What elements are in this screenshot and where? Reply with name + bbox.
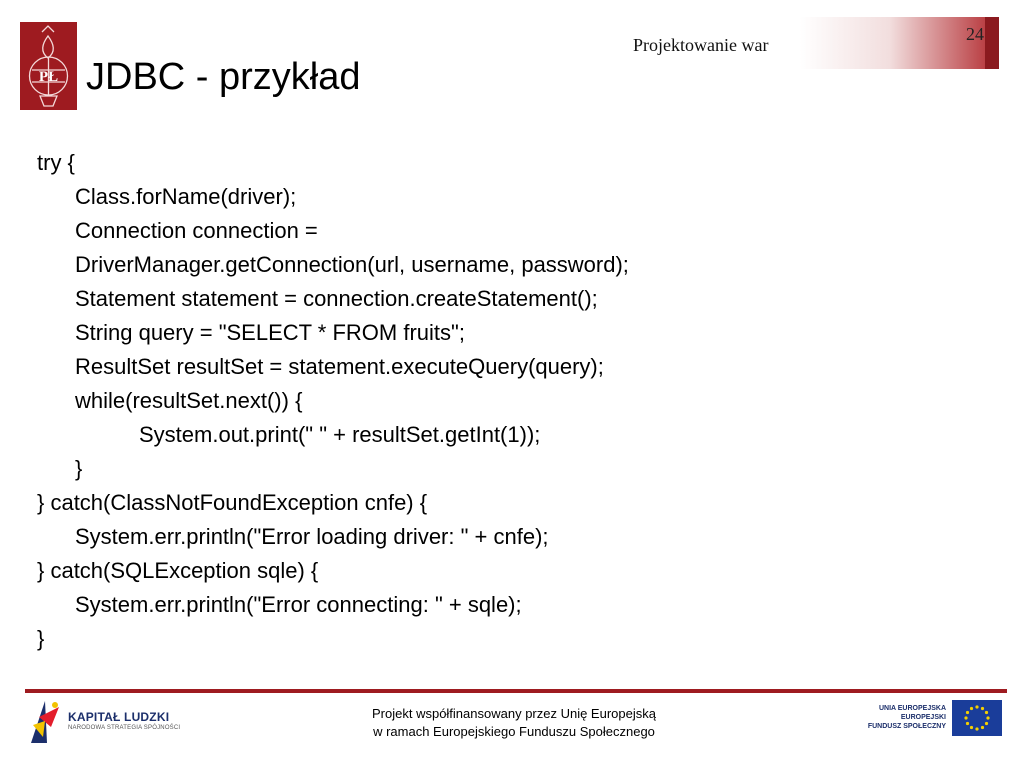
code-line: DriverManager.getConnection(url, username, password); bbox=[75, 252, 629, 277]
code-line: try { bbox=[37, 150, 75, 175]
footer-line-2: w ramach Europejskiego Funduszu Społecznego bbox=[373, 724, 655, 739]
footer-line-1: Projekt współfinansowany przez Unię Europejską bbox=[372, 706, 656, 721]
code-line: Connection connection = bbox=[75, 218, 318, 243]
eu-flag-icon bbox=[952, 700, 1002, 736]
code-line: String query = "SELECT * FROM fruits"; bbox=[75, 320, 465, 345]
slide-title: JDBC - przykład bbox=[86, 56, 361, 98]
logo-text: PŁ bbox=[38, 69, 59, 85]
code-line: Class.forName(driver); bbox=[75, 184, 297, 209]
code-line: while(resultSet.next()) { bbox=[75, 388, 303, 413]
eu-line-2: EUROPEJSKI bbox=[900, 714, 946, 721]
footer-divider bbox=[25, 689, 1007, 693]
university-logo bbox=[20, 22, 77, 110]
eu-line-1: UNIA EUROPEJSKA bbox=[878, 705, 946, 712]
code-line: } catch(SQLException sqle) { bbox=[37, 558, 319, 583]
code-line: } bbox=[75, 456, 83, 481]
code-line: Statement statement = connection.createStatement(); bbox=[75, 286, 598, 311]
slide-number: 24 bbox=[966, 24, 984, 44]
code-block bbox=[37, 146, 629, 656]
eu-flag bbox=[952, 700, 1002, 736]
code-line: } bbox=[37, 626, 45, 651]
code-line: System.err.println("Error connecting: " + sqle); bbox=[75, 592, 522, 617]
university-emblem-icon bbox=[20, 22, 77, 110]
eu-line-3: FUNDUSZ SPOŁECZNY bbox=[867, 723, 946, 730]
code-line: } catch(ClassNotFoundException cnfe) { bbox=[37, 490, 428, 515]
course-name: Projektowanie war bbox=[633, 35, 769, 55]
kapital-ludzki-emblem-icon bbox=[25, 697, 65, 745]
code-line: System.err.println("Error loading driver: " + cnfe); bbox=[75, 524, 549, 549]
footer-funding-text bbox=[304, 705, 724, 741]
code-line: ResultSet resultSet = statement.executeQuery(query); bbox=[75, 354, 604, 379]
kapital-ludzki-title: KAPITAŁ LUDZKI bbox=[68, 710, 170, 724]
code-line: System.out.print(" " + resultSet.getInt(1)); bbox=[139, 422, 541, 447]
eu-fund-label bbox=[842, 704, 946, 731]
kapital-ludzki-subtitle: NARODOWA STRATEGIA SPÓJNOŚCI bbox=[68, 725, 181, 731]
